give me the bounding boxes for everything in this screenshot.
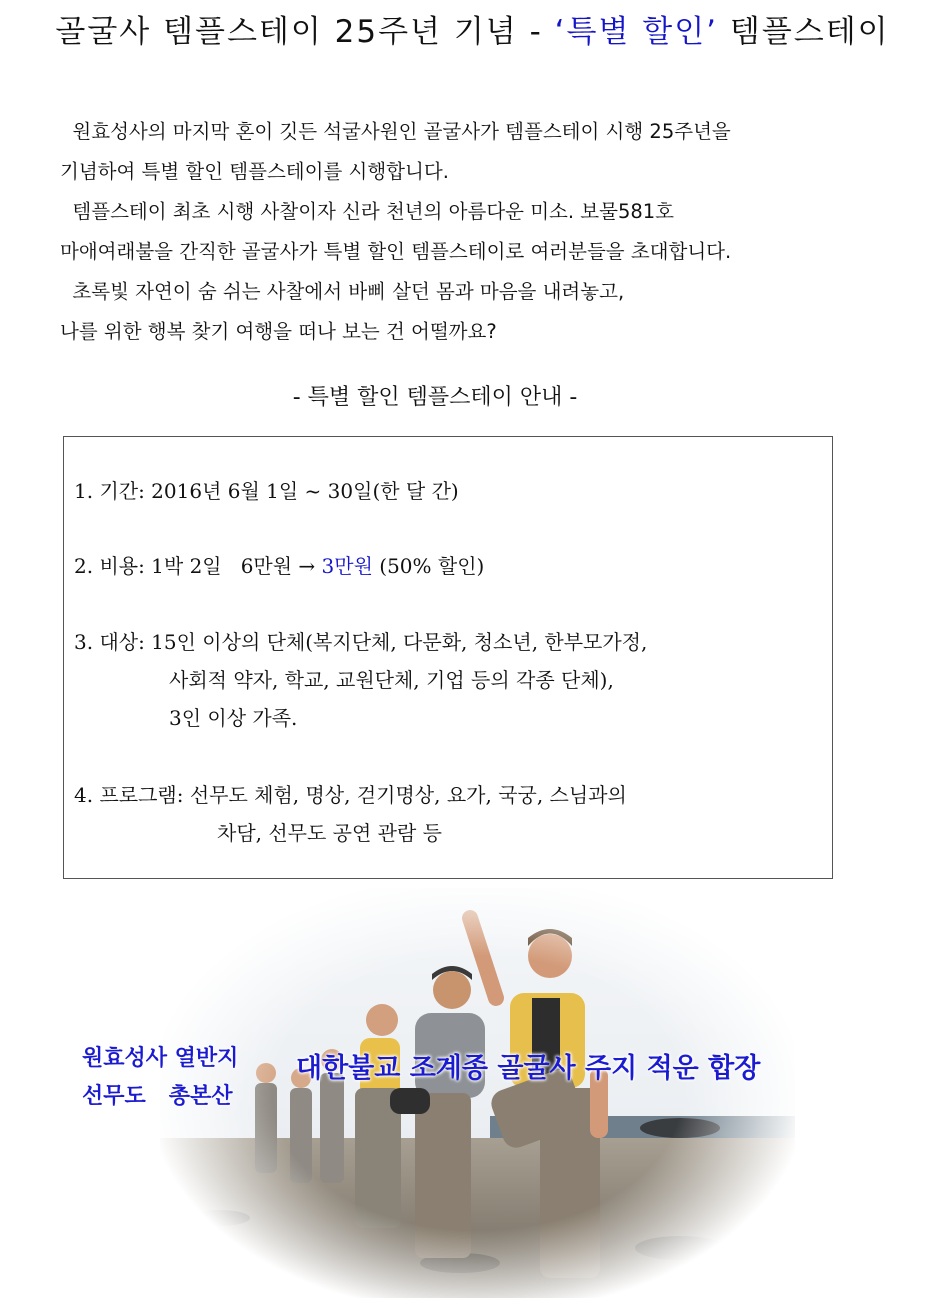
photo-illustration bbox=[160, 888, 795, 1298]
intro-line: 원효성사의 마지막 혼이 깃든 석굴사원인 골굴사가 템플스테이 시행 25주년을 bbox=[60, 120, 731, 143]
guide-heading: - 특별 할인 템플스테이 안내 - bbox=[292, 385, 578, 410]
intro-line: 나를 위한 행복 찾기 여행을 떠나 보는 건 어떨까요? bbox=[60, 320, 497, 343]
cost-discount: 3만원 bbox=[321, 554, 373, 578]
intro-line: 템플스테이 최초 시행 사찰이자 신라 천년의 아름다운 미소. 보물581호 bbox=[60, 200, 675, 223]
target-line-1: 3. 대상: 15인 이상의 단체(복지단체, 다문화, 청소년, 한부모가정, bbox=[74, 630, 648, 654]
item-target bbox=[74, 623, 647, 737]
caption-left-1: 원효성사 열반지 bbox=[82, 1046, 239, 1071]
intro-paragraph bbox=[60, 112, 890, 352]
target-line-3: 3인 이상 가족. bbox=[169, 706, 298, 730]
program-line-2: 차담, 선무도 공연 관람 등 bbox=[217, 821, 442, 845]
intro-line: 마애여래불을 간직한 골굴사가 특별 할인 템플스테이로 여러분들을 초대합니다. bbox=[60, 240, 732, 263]
period-text: 1. 기간: 2016년 6월 1일 ~ 30일(한 달 간) bbox=[74, 479, 459, 503]
title-part-2: 템플스테이 bbox=[718, 14, 890, 50]
title-highlight: ‘특별 할인’ bbox=[554, 14, 719, 50]
item-program bbox=[74, 776, 627, 852]
program-line-1: 4. 프로그램: 선무도 체험, 명상, 걷기명상, 요가, 국궁, 스님과의 bbox=[74, 783, 627, 807]
page-title bbox=[0, 6, 945, 51]
intro-line: 기념하여 특별 할인 템플스테이를 시행합니다. bbox=[60, 160, 449, 183]
item-cost bbox=[74, 547, 484, 585]
item-period bbox=[74, 472, 459, 510]
seonmudo-photo bbox=[160, 888, 795, 1298]
cost-prefix: 2. 비용: 1박 2일 6만원 → bbox=[74, 554, 322, 578]
caption-right: 대한불교 조계종 골굴사 주지 적운 합장 bbox=[296, 1053, 761, 1084]
info-box bbox=[63, 436, 833, 879]
target-line-2: 사회적 약자, 학교, 교원단체, 기업 등의 각종 단체), bbox=[169, 668, 614, 692]
title-part-1: 골굴사 템플스테이 25주년 기념 - bbox=[55, 14, 555, 50]
intro-line: 초록빛 자연이 숨 쉬는 사찰에서 바삐 살던 몸과 마음을 내려놓고, bbox=[60, 280, 625, 303]
cost-suffix: (50% 할인) bbox=[372, 554, 485, 578]
caption-left-2: 선무도 총본산 bbox=[82, 1084, 233, 1109]
